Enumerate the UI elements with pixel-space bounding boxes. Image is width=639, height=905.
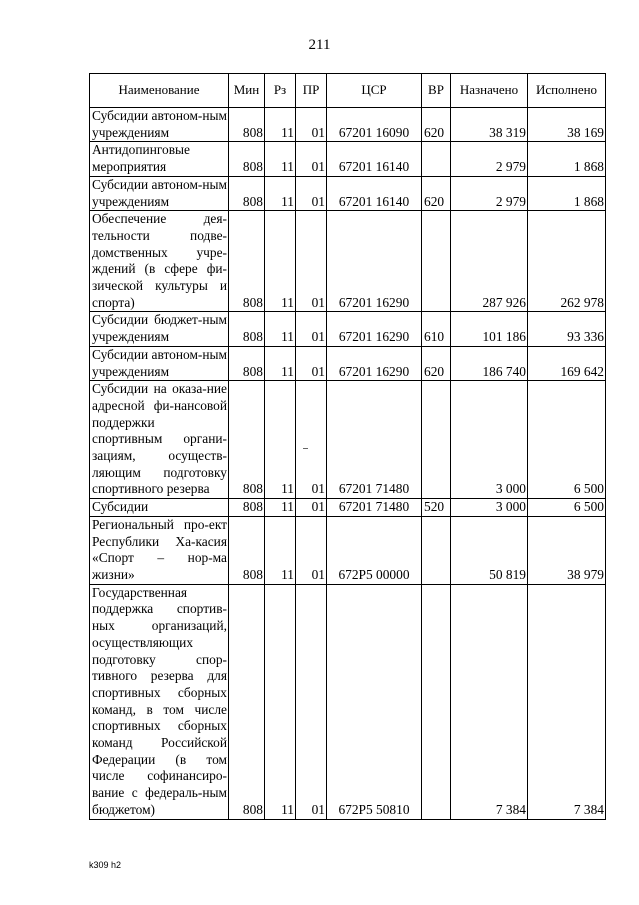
cell-csr: 67201 16290: [327, 211, 422, 312]
header-assigned: Назначено: [451, 74, 528, 108]
cell-csr: 67201 71480: [327, 381, 422, 499]
cell-min: 808: [229, 108, 265, 142]
cell-csr: 67201 16290: [327, 346, 422, 380]
cell-assigned: 38 319: [451, 108, 528, 142]
cell-csr: 672P5 00000: [327, 516, 422, 584]
cell-rz: 11: [265, 108, 296, 142]
cell-rz: 11: [265, 584, 296, 819]
cell-min: 808: [229, 176, 265, 210]
cell-pr: 01: [296, 381, 327, 499]
cell-rz: 11: [265, 142, 296, 176]
cell-rz: 11: [265, 176, 296, 210]
cell-pr: 01: [296, 108, 327, 142]
table-row: [90, 211, 606, 312]
cell-executed: 6 500: [528, 381, 606, 499]
footer-code: k309 h2: [89, 860, 122, 870]
cell-name: Обеспечение дея-тельности подве-домственных учре-ждений (в сфере фи-зической культуры и спорта): [90, 211, 229, 312]
cell-pr: 01: [296, 142, 327, 176]
cell-assigned: 101 186: [451, 312, 528, 346]
table-row: [90, 516, 606, 584]
table-row: [90, 346, 606, 380]
header-rz: Рз: [265, 74, 296, 108]
cell-rz: 11: [265, 211, 296, 312]
cell-pr: 01: [296, 211, 327, 312]
cell-vr: [422, 142, 451, 176]
cell-name: Субсидии бюджет-ным учреждениям: [90, 312, 229, 346]
stray-mark: [303, 448, 308, 449]
page-number: 211: [308, 37, 331, 53]
cell-assigned: 3 000: [451, 381, 528, 499]
header-name: Наименование: [90, 74, 229, 108]
cell-executed: 38 169: [528, 108, 606, 142]
cell-name: Субсидии автоном-ным учреждениям: [90, 108, 229, 142]
cell-csr: 67201 16140: [327, 142, 422, 176]
table-body: [90, 108, 606, 820]
cell-executed: 1 868: [528, 176, 606, 210]
header-executed: Исполнено: [528, 74, 606, 108]
cell-vr: [422, 211, 451, 312]
cell-min: 808: [229, 312, 265, 346]
cell-csr: 67201 16290: [327, 312, 422, 346]
cell-pr: 01: [296, 346, 327, 380]
cell-pr: 01: [296, 176, 327, 210]
header-csr: ЦСР: [327, 74, 422, 108]
cell-csr: 67201 16140: [327, 176, 422, 210]
table-header-row: [90, 74, 606, 108]
cell-executed: 93 336: [528, 312, 606, 346]
table-row: [90, 312, 606, 346]
cell-name: Субсидии автоном-ным учреждениям: [90, 346, 229, 380]
cell-assigned: 50 819: [451, 516, 528, 584]
cell-min: 808: [229, 211, 265, 312]
cell-csr: 672P5 50810: [327, 584, 422, 819]
cell-name: Субсидии на оказа-ние адресной фи-нансовой поддержки спортивным органи-зациям, осуществ-ляющим подготовку спортивного резерва: [90, 381, 229, 499]
header-min: Мин: [229, 74, 265, 108]
cell-executed: 38 979: [528, 516, 606, 584]
cell-vr: 610: [422, 312, 451, 346]
cell-rz: 11: [265, 346, 296, 380]
cell-assigned: 3 000: [451, 499, 528, 517]
cell-rz: 11: [265, 499, 296, 517]
cell-rz: 11: [265, 312, 296, 346]
cell-vr: 620: [422, 346, 451, 380]
cell-name: Государственная поддержка спортив-ных организаций, осуществляющих подготовку спор-тивного резерва для спортивных сборных команд, в том числе спортивных сборных команд Российской Федерации (в том числе софинансиро-вание с федераль-ным бюджетом): [90, 584, 229, 819]
cell-assigned: 2 979: [451, 176, 528, 210]
cell-vr: [422, 584, 451, 819]
cell-rz: 11: [265, 381, 296, 499]
cell-assigned: 186 740: [451, 346, 528, 380]
cell-min: 808: [229, 142, 265, 176]
cell-name: Субсидии: [90, 499, 229, 517]
cell-pr: 01: [296, 584, 327, 819]
cell-pr: 01: [296, 312, 327, 346]
header-vr: ВР: [422, 74, 451, 108]
cell-name: Региональный про-ект Республики Ха-касия «Спорт – нор-ма жизни»: [90, 516, 229, 584]
cell-assigned: 2 979: [451, 142, 528, 176]
cell-executed: 262 978: [528, 211, 606, 312]
cell-min: 808: [229, 516, 265, 584]
header-pr: ПР: [296, 74, 327, 108]
cell-pr: 01: [296, 499, 327, 517]
cell-executed: 6 500: [528, 499, 606, 517]
cell-assigned: 287 926: [451, 211, 528, 312]
cell-rz: 11: [265, 516, 296, 584]
cell-csr: 67201 16090: [327, 108, 422, 142]
cell-vr: [422, 516, 451, 584]
cell-executed: 7 384: [528, 584, 606, 819]
table-row: [90, 142, 606, 176]
cell-assigned: 7 384: [451, 584, 528, 819]
cell-min: 808: [229, 381, 265, 499]
cell-executed: 1 868: [528, 142, 606, 176]
cell-name: Субсидии автоном-ным учреждениям: [90, 176, 229, 210]
cell-pr: 01: [296, 516, 327, 584]
table-row: [90, 584, 606, 819]
cell-min: 808: [229, 499, 265, 517]
cell-vr: [422, 381, 451, 499]
cell-csr: 67201 71480: [327, 499, 422, 517]
cell-vr: 520: [422, 499, 451, 517]
table-row: [90, 108, 606, 142]
budget-table: [89, 73, 606, 820]
table-row: [90, 381, 606, 499]
table-row: [90, 499, 606, 517]
cell-vr: 620: [422, 176, 451, 210]
cell-min: 808: [229, 346, 265, 380]
cell-min: 808: [229, 584, 265, 819]
cell-executed: 169 642: [528, 346, 606, 380]
cell-name: Антидопинговые мероприятия: [90, 142, 229, 176]
cell-vr: 620: [422, 108, 451, 142]
table-row: [90, 176, 606, 210]
